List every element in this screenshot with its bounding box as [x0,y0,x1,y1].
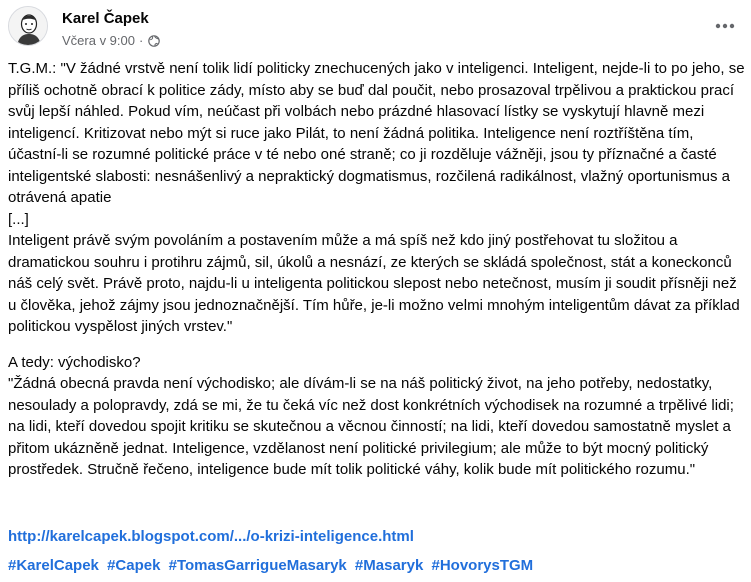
hashtag[interactable]: #Masaryk [354,557,424,574]
more-options-button[interactable] [707,8,743,44]
hashtag[interactable]: #KarelCapek [8,557,99,574]
avatar-portrait-icon [9,7,48,46]
post-timestamp[interactable]: Včera v 9:00 [62,33,135,48]
post-paragraph: A tedy: východisko? [8,353,141,371]
globe-icon[interactable] [148,35,160,47]
blog-link[interactable]: http://karelcapek.blogspot.com/.../o-krizi-inteligence.html [8,528,414,545]
author-name[interactable]: Karel Čapek [62,10,149,27]
post-body [8,58,746,481]
post-paragraph: "Žádná obecná pravda není východisko; ale dívám-li se na náš politický život, na jeho potřeby, nedostatky, nesoulady a polopravdy, zdá se mi, že tu čeká víc než dost konkrétních východisek na rozumné a trpělivé lidi; na lidi, kteří dovedou spojit kritiku se skutečnou a věcnou činností; na lidi, kteří dovedou samostatně myslet a přitom ukázněně jednat. Inteligence, vzdělanost není politické privilegium; ale může to být mocný politický prostředek. Stručně řečeno, inteligence bude mít tolik politické váhy, kolik bude mít politického rozumu." [8,375,734,478]
post-paragraph: T.G.M.: "V žádné vrstvě není tolik lidí politicky znechucených jako v inteligenci. Inteligent, nejde-li to po jeho, se příliš ochotně obrací k politice zády, místo aby se buď dal poučit, nebo prosazoval trpělivou a praktickou prací svůj lepší náhled. Pokud vím, neúčast při volbách nebo prázdné hlasovací lístky se vyskytují hlavně mezi inteligencí. Kritizovat nebo mýt si ruce jako Pilát, to není žádná politika. Inteligence není roztříštěna tím, účastní-li se rozumné politické práce v té nebo oné straně; co ji rozděluje vážněji, jsou ty příznačné a časté inteligentské slabosti: nesnášenlivý a nepraktický dogmatismus, rozčilená radikálnost, vlažný oportunismus a otrávená apatie [8,60,745,206]
more-horizontal-icon [715,23,735,29]
post-paragraph: Inteligent právě svým povoláním a postavením může a má spíš než kdo jiný postřehovat tu složitou a dramatickou souhru i protihru zájmů, sil, úkolů a nesnází, ze kterých se skládá společnost, stát a koneckonců náš celý svět. Právě proto, najdu-li u inteligenta politickou slepost nebo netečnost, musím ji soudit přísněji než u člověka, jehož zájmy jsou jednoznačnější. Tím hůře, je-li možno velmi mnohým inteligentům dávat za příklad politickou vyspělost jiných vrstev." [8,232,740,335]
post-header [8,6,751,62]
link-line [8,528,414,545]
hashtag[interactable]: #Capek [107,557,161,574]
hashtag[interactable]: #HovorysTGM [431,557,534,574]
meta-separator: · [139,33,144,48]
hashtag-line [8,557,537,574]
post-meta [62,33,160,48]
post-paragraph: [...] [8,210,29,228]
author-avatar[interactable] [8,6,48,46]
hashtag[interactable]: #TomasGarrigueMasaryk [168,557,347,574]
